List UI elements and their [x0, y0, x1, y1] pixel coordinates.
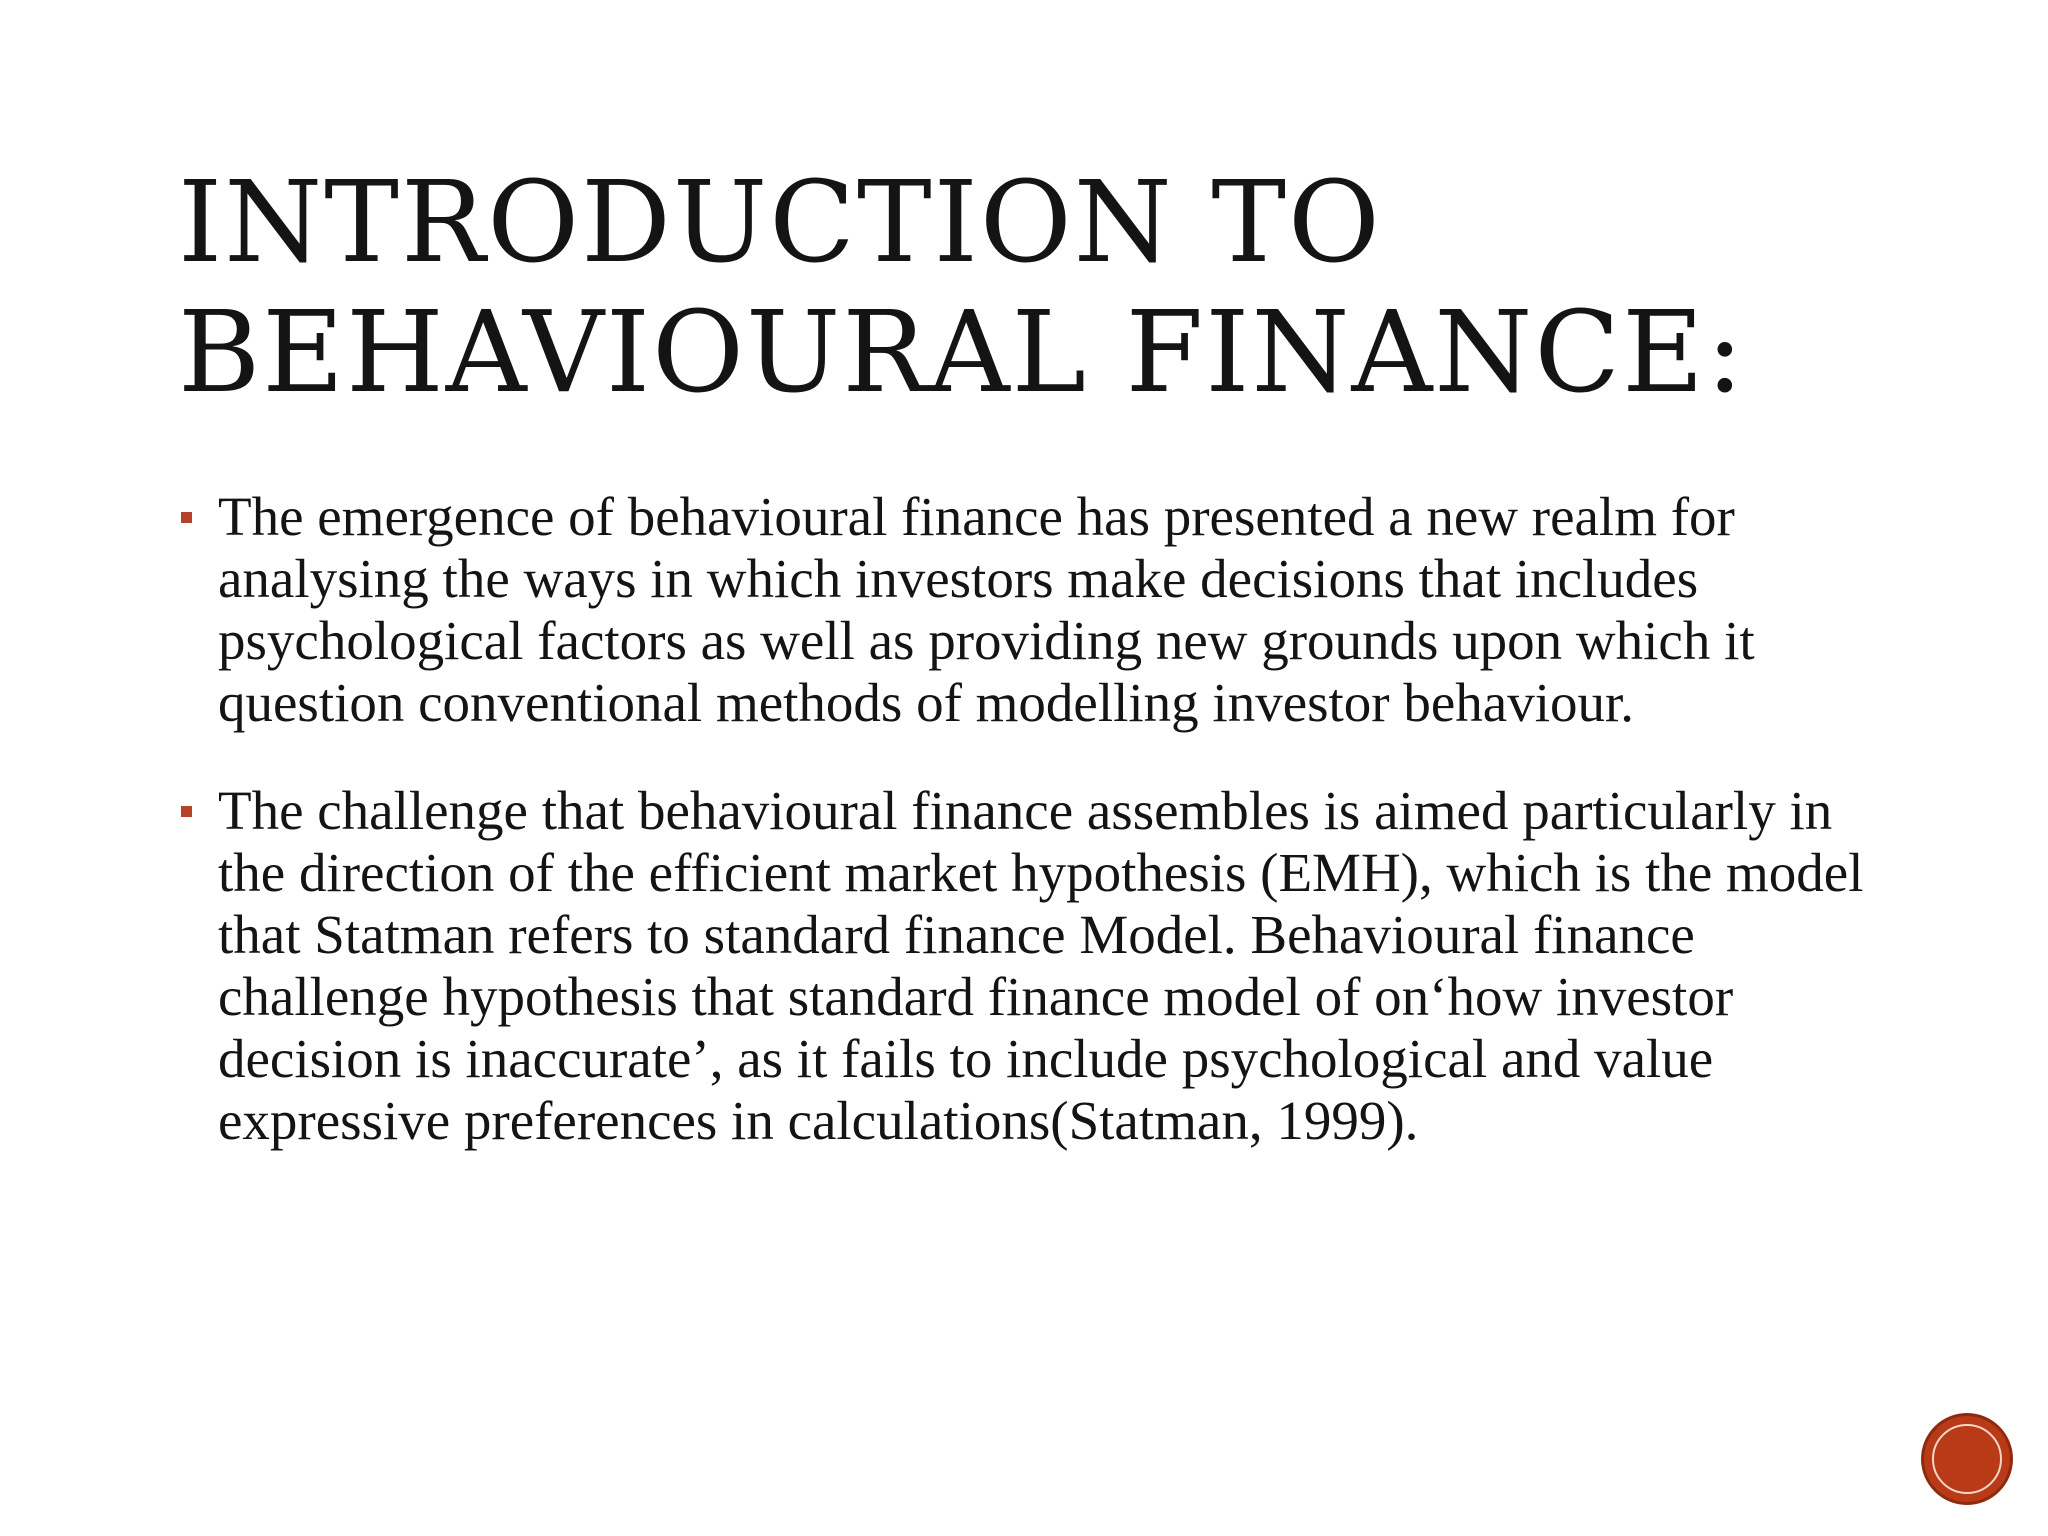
bullet-list: [178, 486, 1898, 1198]
bullet-item: [178, 486, 1898, 734]
title-line-2: BEHAVIOURAL FINANCE:: [178, 288, 1746, 418]
bullet-text: The challenge that behavioural finance assembles is aimed particularly in the direction of the efficient market hypothesis (EMH), which is the model that Statman refers to standard finance Model. Behavioural finance challenge hypothesis that standard finance model of on‘how investor decision is inaccurate’, as it fails to include psychological and value expressive preferences in calculations(Statman, 1999).: [218, 780, 1864, 1151]
square-bullet-icon: [181, 512, 192, 523]
circle-badge-icon: [1924, 1416, 2010, 1502]
square-bullet-icon: [181, 806, 192, 817]
bullet-item: [178, 780, 1898, 1152]
title-line-1: INTRODUCTION TO: [178, 158, 1382, 288]
bullet-text: The emergence of behavioural finance has presented a new realm for analysing the ways in which investors make decisions that includes psychological factors as well as providing new grounds upon which it question conventional methods of modelling investor behaviour.: [218, 486, 1755, 733]
slide-title: [178, 158, 1878, 418]
badge-ring: [1932, 1424, 2002, 1494]
